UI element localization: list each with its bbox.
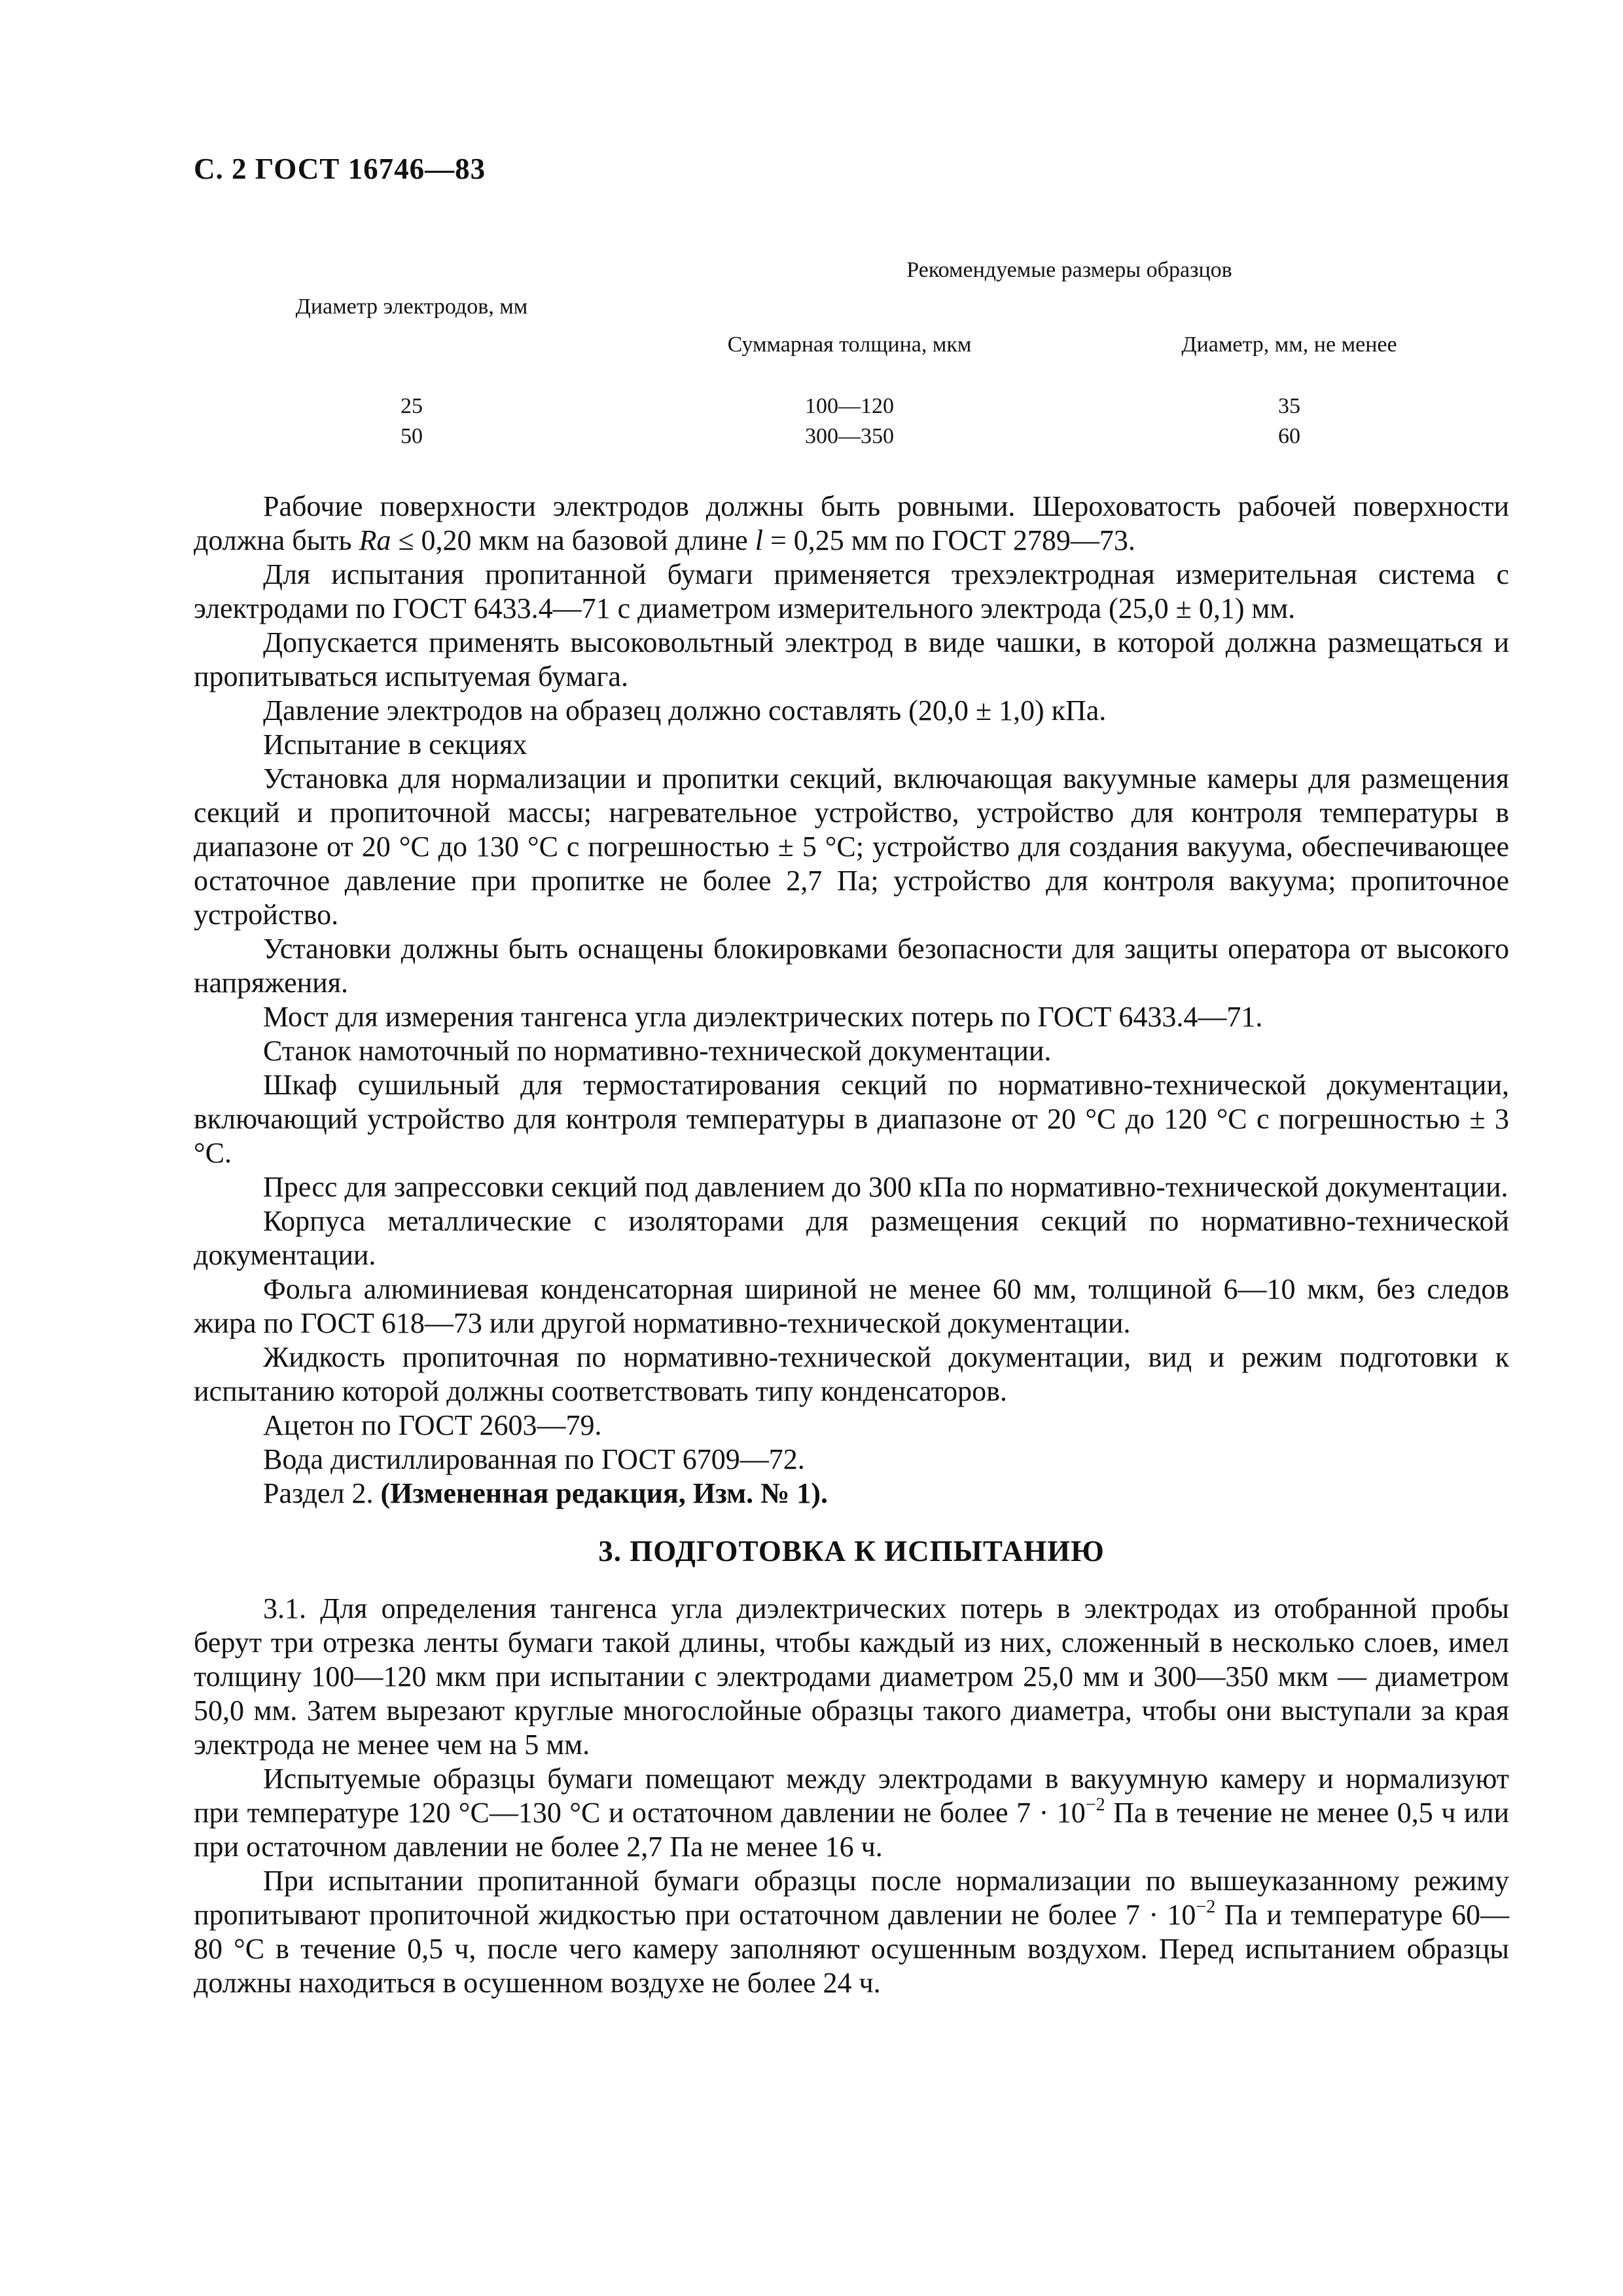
paragraph: Ацетон по ГОСТ 2603—79.: [263, 1409, 602, 1441]
paragraph: Фольга алюминиевая конденсаторная шириной не менее 60 мм, толщиной 6—10 мкм, без следов жира по ГОСТ 618—73 или другой нормативно-технической документации.: [194, 1273, 1509, 1339]
paragraph-surface-roughness: Рабочие поверхности электродов должны быть ровными. Шероховатость рабочей поверхности должна быть Ra ≤ 0,20 мкм на базовой длине l = 0,25 мм по ГОСТ 2789—73.: [194, 490, 1509, 556]
cell-thickness: 300—350: [805, 424, 894, 448]
group-header-recommended-sizes: Рекомендуемые размеры образцов: [906, 258, 1232, 282]
paragraph: Корпуса металлические с изоляторами для размещения секций по нормативно-технической документации.: [194, 1205, 1509, 1271]
cell-min-diameter: 35: [1278, 394, 1300, 418]
cell-diameter: 25: [401, 394, 423, 418]
paragraph: Давление электродов на образец должно составлять (20,0 ± 1,0) кПа.: [263, 694, 1107, 726]
col-header-total-thickness: Суммарная толщина, мкм: [727, 332, 972, 357]
cell-min-diameter: 60: [1278, 424, 1300, 448]
paragraph: Для испытания пропитанной бумаги применяется трехэлектродная измерительная система с электродами по ГОСТ 6433.4—71 с диаметром измерительного электрода (25,0 ± 0,1) мм.: [194, 558, 1509, 624]
col-header-electrode-diameter: Диаметр электродов, мм: [295, 295, 528, 319]
paragraph: Испытуемые образцы бумаги помещают между электродами в вакуумную камеру и нормализуют при температуре 120 °С—130 °С и остаточном давлении не более $7 \cdot 10^{-2}$ Па в течение не менее 0,5 ч или при остаточном давлении не более 2,7 Па не менее 16 ч.: [194, 1763, 1509, 1863]
paragraph: При испытании пропитанной бумаги образцы после нормализации по вышеуказанному режиму пропитывают пропиточной жидкостью при остаточном давлении не более $7 \cdot 10^{-2}$ Па и температуре 60—80 °С в течение 0,5 ч, после чего камеру заполняют осушенным воздухом. Перед испытанием образцы должны находиться в осушенном воздухе не более 24 ч.: [194, 1865, 1509, 1999]
section-title: 3. ПОДГОТОВКА К ИСПЫТАНИЮ: [598, 1535, 1105, 1568]
paragraph: Шкаф сушильный для термостатирования секций по нормативно-технической документации, включающий устройство для контроля температуры в диапазоне от 20 °С до 120 °С с погрешностью ± 3 °С.: [194, 1069, 1509, 1169]
dimensions-table: [194, 229, 1509, 465]
page-header: С. 2 ГОСТ 16746—83: [194, 152, 486, 185]
paragraph: Вода дистиллированная по ГОСТ 6709—72.: [263, 1443, 805, 1475]
paragraph-revision-note: Раздел 2. (Измененная редакция, Изм. № 1).: [263, 1477, 828, 1509]
paragraph: Станок намоточный по нормативно-технической документации.: [263, 1035, 1052, 1067]
paragraph: Допускается применять высоковольтный электрод в виде чашки, в которой должна размещаться и пропитываться испытуемая бумага.: [194, 626, 1509, 692]
cell-thickness: 100—120: [805, 394, 894, 418]
paragraph: 3.1. Для определения тангенса угла диэлектрических потерь в электродах из отобранной пробы берут три отрезка ленты бумаги такой длины, чтобы каждый из них, сложенный в несколько слоев, имел толщину 100—120 мкм при испытании с электродами диаметром 25,0 мм и 300—350 мкм — диаметром 50,0 мм. Затем вырезают круглые многослойные образцы такого диаметра, чтобы они выступали за края электрода не менее чем на 5 мм.: [194, 1592, 1509, 1761]
col-header-min-diameter: Диаметр, мм, не менее: [1181, 332, 1397, 357]
paragraph: Испытание в секциях: [263, 728, 527, 761]
paragraph: Установки должны быть оснащены блокировками безопасности для защиты оператора от высокого напряжения.: [194, 933, 1509, 999]
table-header-rule-2: [194, 233, 1509, 234]
paragraph: Мост для измерения тангенса угла диэлектрических потерь по ГОСТ 6433.4—71.: [263, 1001, 1263, 1033]
paragraph: Пресс для запрессовки секций под давлением до 300 кПа по нормативно-технической документации.: [263, 1171, 1508, 1203]
body-text: [194, 490, 1509, 2000]
cell-diameter: 50: [401, 424, 423, 448]
paragraph: Установка для нормализации и пропитки секций, включающая вакуумные камеры для размещения секций и пропиточной массы; нагревательное устройство, устройство для контроля температуры в диапазоне от 20 °С до 130 °С с погрешностью ± 5 °С; устройство для создания вакуума, обеспечивающее остаточное давление при пропитке не более 2,7 Па; устройство для контроля вакуума; пропиточное устройство.: [194, 762, 1509, 931]
paragraph: Жидкость пропиточная по нормативно-технической документации, вид и режим подготовки к испытанию которой должны соответствовать типу конденсаторов.: [194, 1341, 1509, 1407]
